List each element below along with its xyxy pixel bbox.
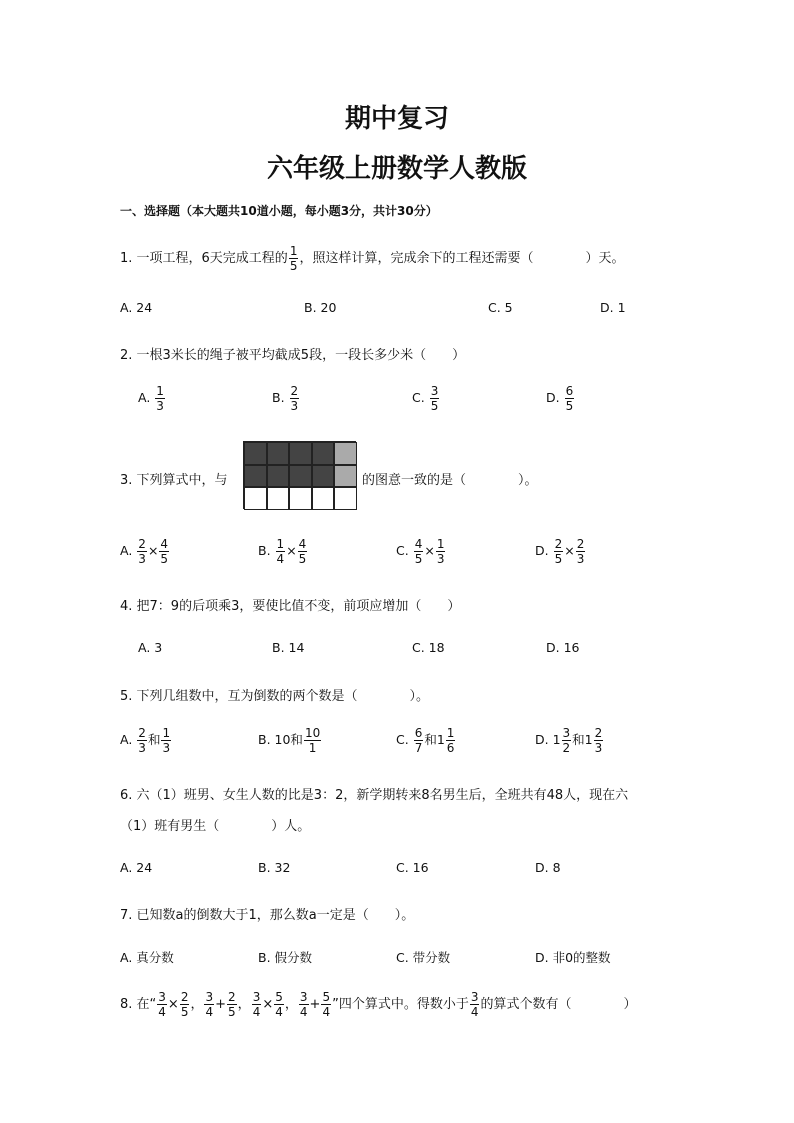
q6-option-c[interactable]: C. 16 — [396, 860, 429, 875]
q7-option-b[interactable]: B. 假分数 — [258, 950, 313, 965]
q5-option-b[interactable]: B. 10和 $\frac{10}{1}$ — [258, 726, 321, 755]
question-3-text-a: 3. 下列算式中，与 — [120, 473, 228, 488]
question-1 — [120, 244, 624, 273]
q2-option-d[interactable]: D. $\frac{6}{5}$ — [546, 384, 574, 413]
q6-option-a[interactable]: A. 24 — [120, 860, 153, 875]
q4-option-b[interactable]: B. 14 — [272, 640, 305, 655]
q1-fraction: $\frac{1}{5}$ — [289, 244, 298, 273]
q1-option-d[interactable]: D. 1 — [600, 300, 626, 315]
q5-option-a[interactable]: A. $\frac{2}{3}$ 和 $\frac{1}{3}$ — [120, 726, 171, 755]
page-title: 期中复习 — [344, 104, 449, 134]
q1-text-a: 1. 一项工程，6天完成工程的 — [120, 251, 288, 266]
q3-option-d[interactable]: D. $\frac{2}{5}$ × $\frac{2}{3}$ — [535, 537, 585, 566]
q7-option-d[interactable]: D. 非0的整数 — [535, 950, 611, 965]
q3-option-c[interactable]: C. $\frac{4}{5}$ × $\frac{1}{3}$ — [396, 537, 445, 566]
q5-option-d[interactable]: D. 1 $\frac{3}{2}$ 和1 $\frac{2}{3}$ — [535, 726, 603, 755]
q2-option-a[interactable]: A. $\frac{1}{3}$ — [138, 384, 164, 413]
q6-option-b[interactable]: B. 32 — [258, 860, 291, 875]
q5-option-c[interactable]: C. $\frac{6}{7}$ 和1 $\frac{1}{6}$ — [396, 726, 455, 755]
page-subtitle: 六年级上册数学人教版 — [266, 154, 527, 184]
q2-option-b[interactable]: B. $\frac{2}{3}$ — [272, 384, 299, 413]
q4-option-c[interactable]: C. 18 — [412, 640, 445, 655]
question-7: 7. 已知数a的倒数大于1，那么数a一定是（ ）。 — [120, 908, 415, 923]
q2-option-c[interactable]: C. $\frac{3}{5}$ — [412, 384, 439, 413]
q1-option-b[interactable]: B. 20 — [304, 300, 337, 315]
q3-option-a[interactable]: A. $\frac{2}{3}$ × $\frac{4}{5}$ — [120, 537, 169, 566]
q1-text-b: ，照这样计算，完成余下的工程还需要（ ）天。 — [299, 251, 625, 266]
question-4: 4. 把7：9的后项乘3，要使比值不变，前项应增加（ ） — [120, 599, 461, 614]
question-6-line-2: （1）班有男生（ ）人。 — [120, 819, 311, 834]
q4-option-a[interactable]: A. 3 — [138, 640, 163, 655]
q3-shaded-grid-diagram — [243, 441, 356, 509]
question-6-line-1: 6. 六（1）班男、女生人数的比是3：2，新学期转来8名男生后，全班共有48人，现在六 — [120, 788, 629, 803]
q7-option-a[interactable]: A. 真分数 — [120, 950, 174, 965]
q4-option-d[interactable]: D. 16 — [546, 640, 580, 655]
q1-option-c[interactable]: C. 5 — [488, 300, 513, 315]
question-2: 2. 一根3米长的绳子被平均截成5段，一段长多少米（ ） — [120, 348, 466, 363]
q7-option-c[interactable]: C. 带分数 — [396, 950, 451, 965]
question-5: 5. 下列几组数中，互为倒数的两个数是（ ）。 — [120, 689, 430, 704]
q6-option-d[interactable]: D. 8 — [535, 860, 561, 875]
q1-option-a[interactable]: A. 24 — [120, 300, 153, 315]
q3-option-b[interactable]: B. $\frac{1}{4}$ × $\frac{4}{5}$ — [258, 537, 307, 566]
question-8: 8. 在“ $\frac{3}{4}$ × $\frac{2}{5}$ ， $\frac{3}{4}$ + $\frac{2}{5}$ ， $\frac{3}{4}$ × $\frac{5}{4}$ ， $\frac{3}{4}$ + $\frac{5}{4}$ ”四个算式中。得数小于 $\frac{3}{4}$ 的算式个数有（ ） — [120, 990, 637, 1019]
section-heading: 一、选择题（本大题共10道小题，每小题3分，共计30分） — [120, 204, 438, 218]
question-3-text-b: 的图意一致的是（ ）。 — [362, 473, 538, 488]
